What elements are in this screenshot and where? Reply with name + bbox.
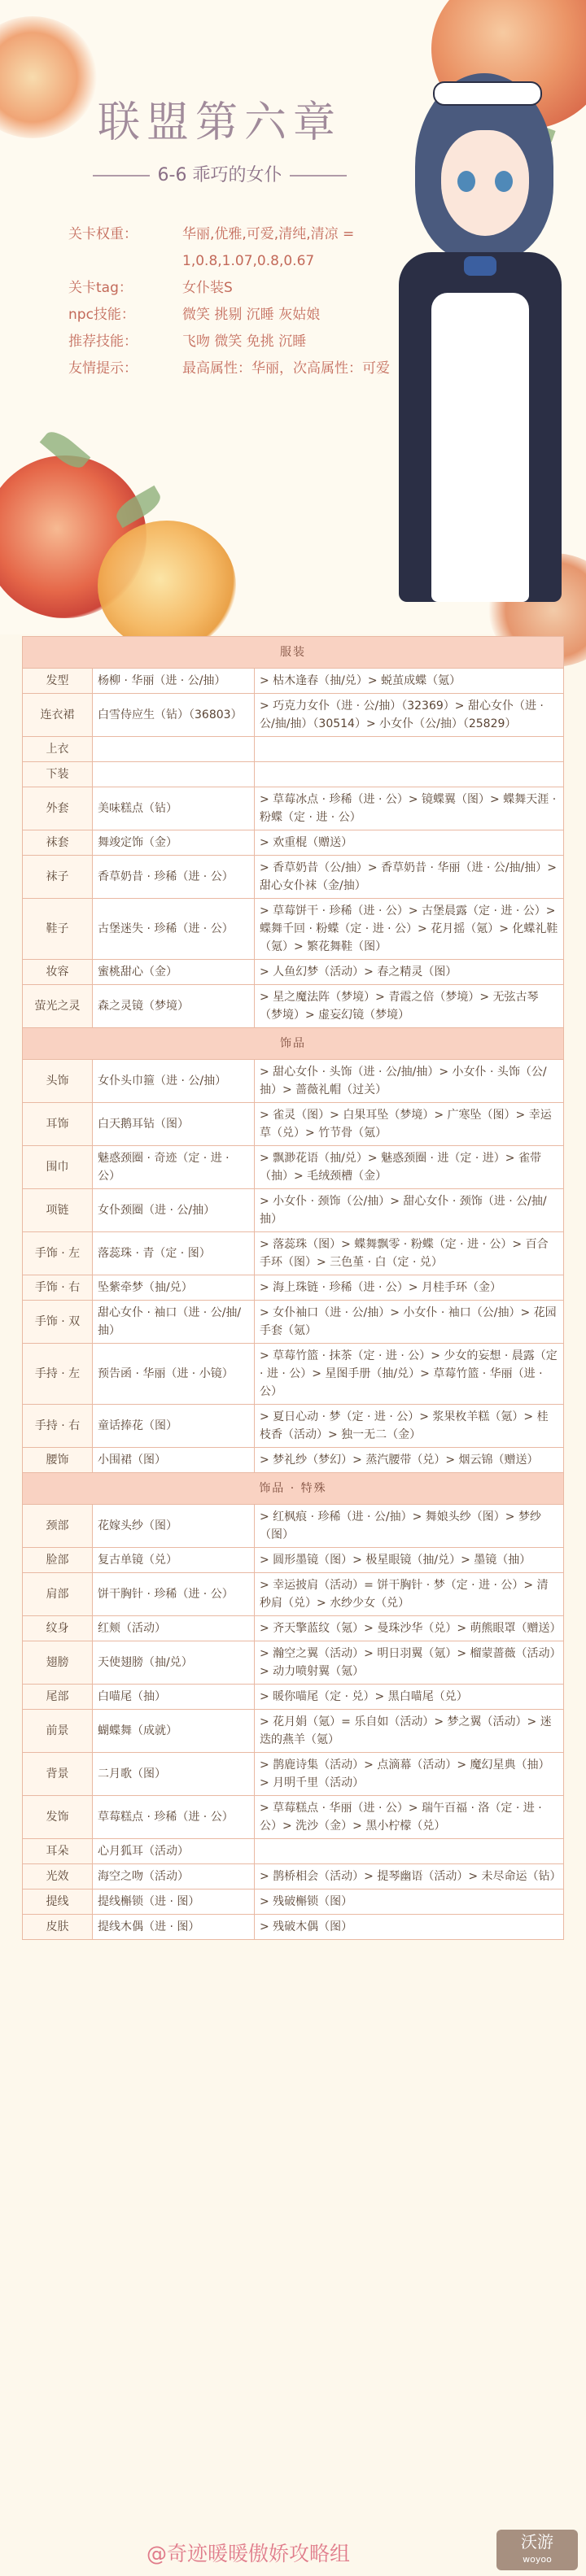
slot-cell: 上衣 [23,737,93,762]
main-item-cell: 饼干胸针 · 珍稀（进 · 公） [93,1573,255,1616]
table-row [23,787,564,830]
slot-cell: 鞋子 [23,899,93,960]
table-row [23,1548,564,1573]
info-row [68,221,443,275]
alternatives-cell: > 花月娟（氪）= 乐自如（活动）> 梦之翼（活动）> 迷迭的燕羊（氪） [255,1710,564,1753]
slot-cell: 皮肤 [23,1915,93,1940]
info-row [68,275,443,302]
watermark-text: @奇迹暖暖傲娇攻略组 [146,2542,351,2565]
slot-cell: 发型 [23,669,93,694]
alternatives-cell: > 圆形墨镜（图）> 极星眼镜（抽/兑）> 墨镜（抽） [255,1548,564,1573]
alternatives-cell: > 草莓糕点 · 华丽（进 · 公）> 瑞午百福 · 洛（定 · 进 · 公）> 洗沙（金）> 黑小柠檬（兑） [255,1796,564,1839]
slot-cell: 手饰 · 右 [23,1275,93,1301]
alternatives-cell: > 小女仆 · 颈饰（公/抽）> 甜心女仆 · 颈饰（进 · 公/抽/抽） [255,1189,564,1232]
slot-cell: 光效 [23,1864,93,1890]
slot-cell: 围巾 [23,1146,93,1189]
table-row [23,1344,564,1405]
main-item-cell: 坠紫牵梦（抽/兑） [93,1275,255,1301]
main-item-cell: 花嫁头纱（图） [93,1505,255,1548]
main-item-cell: 白雪侍应生（钻）（36803） [93,694,255,737]
slot-cell: 肩部 [23,1573,93,1616]
alternatives-cell: > 梦礼纱（梦幻）> 蒸汽腰带（兑）> 烟云锦（赠送） [255,1448,564,1473]
table-row [23,1753,564,1796]
main-item-cell: 草莓糕点 · 珍稀（进 · 公） [93,1796,255,1839]
flower-decoration [98,521,236,651]
table-row [23,960,564,985]
info-value: 华丽,优雅,可爱,清纯,清凉 = 1,0.8,1.07,0.8,0.67 [182,226,355,269]
alternatives-cell: > 草莓冰点 · 珍稀（进 · 公）> 镜蝶翼（图）> 蝶舞天涯 · 粉蝶（定 · 进 · 公） [255,787,564,830]
main-item-cell: 童话捧花（图） [93,1405,255,1448]
main-item-cell: 古堡迷失 · 珍稀（进 · 公） [93,899,255,960]
table-row [23,1146,564,1189]
section-header-row [23,637,564,669]
slot-cell: 手饰 · 双 [23,1301,93,1344]
main-item-cell: 舞竣定饰（金） [93,830,255,856]
level-subtitle: 6-6 乖巧的女仆 [49,161,391,186]
main-item-cell: 杨柳 · 华丽（进 · 公/抽） [93,669,255,694]
alternatives-cell: > 鹊桥相会（活动）> 提琴幽语（活动）> 未尽命运（钻） [255,1864,564,1890]
main-item-cell: 白喵尾（抽） [93,1685,255,1710]
table-row [23,985,564,1028]
info-row [68,302,443,329]
slot-cell: 脸部 [23,1548,93,1573]
slot-cell: 外套 [23,787,93,830]
table-row [23,1915,564,1940]
main-item-cell: 白天鹅耳钻（图） [93,1103,255,1146]
table-row [23,1275,564,1301]
header-banner [0,0,586,634]
alternatives-cell: > 鹊鹿诗集（活动）> 点滴幕（活动）> 魔幻星典（抽）> 月明千里（活动） [255,1753,564,1796]
slot-cell: 手持 · 左 [23,1344,93,1405]
main-item-cell: 预告函 · 华丽（进 · 小镜） [93,1344,255,1405]
main-item-cell: 落蕊珠 · 青（定 · 图） [93,1232,255,1275]
slot-cell: 袜套 [23,830,93,856]
table-row [23,899,564,960]
slot-cell: 手饰 · 左 [23,1232,93,1275]
alternatives-cell: > 飘渺花语（抽/兑）> 魅惑颈圈 · 进（定 · 进）> 雀带（抽）> 毛绒颈槽（金） [255,1146,564,1189]
alternatives-cell: > 欢重棍（赠送） [255,830,564,856]
alternatives-cell: > 香草奶昔（公/抽）> 香草奶昔 · 华丽（进 · 公/抽/抽）> 甜心女仆袜（金/抽） [255,856,564,899]
info-label: 关卡权重： [68,226,138,242]
alternatives-cell: > 草莓竹篮 · 抹茶（定 · 进 · 公）> 少女的妄想 · 晨露（定 · 进 · 公）> 星图手册（抽/兑）> 草莓竹篮 · 华丽（进 · 公） [255,1344,564,1405]
table-row [23,669,564,694]
slot-cell: 妆容 [23,960,93,985]
table-row [23,1864,564,1890]
table-row [23,1103,564,1146]
main-item-cell: 海空之吻（活动） [93,1864,255,1890]
slot-cell: 翅膀 [23,1641,93,1685]
section-title: 饰品 · 特殊 [23,1473,564,1505]
info-value: 微笑 挑剔 沉睡 灰姑娘 [182,307,321,323]
slot-cell: 发饰 [23,1796,93,1839]
table-row [23,762,564,787]
main-item-cell: 红颊（活动） [93,1616,255,1641]
alternatives-cell: > 残破槲锁（图） [255,1890,564,1915]
info-label: 关卡tag： [68,280,133,296]
main-item-cell: 森之灵镜（梦境） [93,985,255,1028]
table-row [23,694,564,737]
info-value: 飞吻 微笑 免挑 沉睡 [182,333,307,350]
alternatives-cell: > 人鱼幻梦（活动）> 春之精灵（图） [255,960,564,985]
slot-cell: 头饰 [23,1060,93,1103]
alternatives-cell: > 幸运披肩（活动）= 饼干胸针 · 梦（定 · 进 · 公）> 清秒肩（兑）> 水纱少女（兑） [255,1573,564,1616]
info-label: 友情提示： [68,360,138,377]
slot-cell: 下装 [23,762,93,787]
table-row [23,1616,564,1641]
slot-cell: 耳饰 [23,1103,93,1146]
alternatives-cell: > 齐天擎蓝纹（氪）> 曼珠沙华（兑）> 萌熊眼罩（赠送） [255,1616,564,1641]
slot-cell: 萤光之灵 [23,985,93,1028]
alternatives-cell: > 草莓饼干 · 珍稀（进 · 公）> 古堡晨露（定 · 进 · 公）> 蝶舞千回 · 粉蝶（定 · 进 · 公）> 花月摇（氪）> 化蝶礼鞋（氪）> 繁花舞鞋（图） [255,899,564,960]
main-item-cell: 蜜桃甜心（金） [93,960,255,985]
slot-cell: 背景 [23,1753,93,1796]
alternatives-cell: > 巧克力女仆（进 · 公/抽）（32369）> 甜心女仆（进 · 公/抽/抽）（30514）> 小女仆（公/抽）（25829） [255,694,564,737]
slot-cell: 颈部 [23,1505,93,1548]
main-item-cell: 蝴蝶舞（成就） [93,1710,255,1753]
chapter-title: 联盟第六章 [97,98,342,147]
main-item-cell: 女仆头巾箍（进 · 公/抽） [93,1060,255,1103]
table-row [23,1301,564,1344]
main-item-cell: 美味糕点（钻） [93,787,255,830]
slot-cell: 前景 [23,1710,93,1753]
alternatives-cell: > 残破木偶（图） [255,1915,564,1940]
main-item-cell: 魅惑颈圈 · 奇迹（定 · 进 · 公） [93,1146,255,1189]
main-item-cell: 甜心女仆 · 袖口（进 · 公/抽/抽） [93,1301,255,1344]
table-row [23,1710,564,1753]
alternatives-cell: > 海上珠链 · 珍稀（进 · 公）> 月桂手环（金） [255,1275,564,1301]
main-item-cell: 复古单镜（兑） [93,1548,255,1573]
level-info [68,221,443,382]
section-title: 服装 [23,637,564,669]
slot-cell: 耳朵 [23,1839,93,1864]
main-item-cell [93,737,255,762]
alternatives-cell: > 女仆袖口（进 · 公/抽）> 小女仆 · 袖口（公/抽）> 花园手套（氪） [255,1301,564,1344]
table-row [23,1890,564,1915]
main-item-cell: 二月歌（图） [93,1753,255,1796]
info-label: 推荐技能： [68,333,138,350]
table-row [23,737,564,762]
alternatives-cell: > 夏日心动 · 梦（定 · 进 · 公）> 浆果枚羊糕（氪）> 桂枝香（活动）> 独一无二（金） [255,1405,564,1448]
info-value: 最高属性：华丽，次高属性：可爱 [182,360,390,377]
slot-cell: 腰饰 [23,1448,93,1473]
table-row [23,1796,564,1839]
slot-cell: 连衣裙 [23,694,93,737]
table-row [23,1839,564,1864]
alternatives-cell: > 暖你喵尾（定 · 兑）> 黑白喵尾（兑） [255,1685,564,1710]
info-value: 女仆装S [182,280,233,296]
table-row [23,830,564,856]
table-row [23,1232,564,1275]
table-row [23,1189,564,1232]
main-item-cell [93,762,255,787]
slot-cell: 项链 [23,1189,93,1232]
slot-cell: 纹身 [23,1616,93,1641]
slot-cell: 尾部 [23,1685,93,1710]
slot-cell: 提线 [23,1890,93,1915]
main-item-cell: 提线木偶（进 · 图） [93,1915,255,1940]
info-label: npc技能： [68,307,135,323]
alternatives-cell [255,737,564,762]
table-row [23,856,564,899]
main-item-cell: 女仆颈圈（进 · 公/抽） [93,1189,255,1232]
table-row [23,1448,564,1473]
main-item-cell: 小围裙（图） [93,1448,255,1473]
slot-cell: 袜子 [23,856,93,899]
alternatives-cell [255,1839,564,1864]
table-row [23,1505,564,1548]
section-header-row [23,1028,564,1060]
table-row [23,1573,564,1616]
alternatives-cell: > 枯木逢春（抽/兑）> 蜕茧成蝶（氪） [255,669,564,694]
info-row [68,329,443,355]
alternatives-cell: > 星之魔法阵（梦境）> 青霞之倍（梦境）> 无弦古琴（梦境）> 虚妄幻镜（梦境） [255,985,564,1028]
site-logo: 沃游 woyoo [496,2530,578,2570]
alternatives-cell [255,762,564,787]
table-row [23,1405,564,1448]
outfit-table [22,636,564,1940]
table-row [23,1641,564,1685]
alternatives-cell: > 雀灵（图）> 白果耳坠（梦境）> 广寒坠（图）> 幸运草（兑）> 竹节骨（氪） [255,1103,564,1146]
main-item-cell: 心月狐耳（活动） [93,1839,255,1864]
main-item-cell: 提线槲锁（进 · 图） [93,1890,255,1915]
main-item-cell: 香草奶昔 · 珍稀（进 · 公） [93,856,255,899]
alternatives-cell: > 瀚空之翼（活动）> 明日羽翼（氪）> 榴蒙蔷薇（活动）> 动力喷射翼（氪） [255,1641,564,1685]
table-row [23,1060,564,1103]
outfit-table-wrapper [22,636,563,1940]
table-row [23,1685,564,1710]
alternatives-cell: > 落蕊珠（图）> 蝶舞飘零 · 粉蝶（定 · 进 · 公）> 百合手环（图）> 三色堇 · 白（定 · 兑） [255,1232,564,1275]
slot-cell: 手持 · 右 [23,1405,93,1448]
alternatives-cell: > 红枫痕 · 珍稀（进 · 公/抽）> 舞娘头纱（图）> 梦纱（图） [255,1505,564,1548]
section-header-row [23,1473,564,1505]
alternatives-cell: > 甜心女仆 · 头饰（进 · 公/抽/抽）> 小女仆 · 头饰（公/抽）> 蔷薇礼帽（过关） [255,1060,564,1103]
info-row [68,355,443,382]
main-item-cell: 天使翅膀（抽/兑） [93,1641,255,1685]
section-title: 饰品 [23,1028,564,1060]
